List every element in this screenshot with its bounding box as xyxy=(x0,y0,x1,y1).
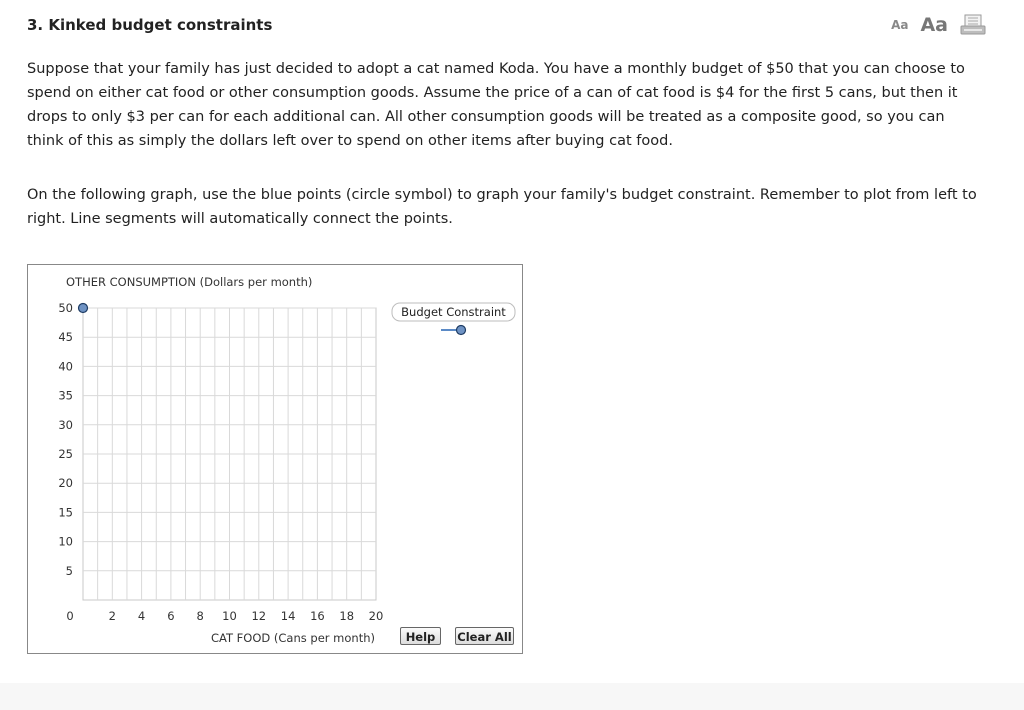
legend-label: Budget Constraint xyxy=(401,305,506,319)
y-tick-label: 50 xyxy=(58,301,73,315)
printer-icon xyxy=(960,14,986,36)
x-axis-title: CAT FOOD (Cans per month) xyxy=(211,631,375,645)
x-tick-label: 0 xyxy=(66,609,74,623)
y-tick-label: 45 xyxy=(58,330,73,345)
legend-point-icon[interactable] xyxy=(457,326,466,335)
x-tick-label: 10 xyxy=(222,609,237,623)
y-tick-label: 25 xyxy=(58,447,73,461)
increase-font-button[interactable]: Aa xyxy=(920,14,948,36)
clear-all-button[interactable]: Clear All xyxy=(455,627,514,645)
y-tick-label: 5 xyxy=(65,563,73,578)
y-tick-label: 10 xyxy=(58,534,73,549)
draggable-point[interactable] xyxy=(79,304,88,313)
x-tick-label: 14 xyxy=(280,609,296,623)
question-paragraph-instructions: On the following graph, use the blue points (circle symbol) to graph your family's budget constraint. Remember to plot from left to right. Line segments will automatically connect the points. xyxy=(27,187,977,227)
page-footer-band xyxy=(0,683,1024,710)
y-tick-label: 40 xyxy=(58,359,73,374)
y-tick-label: 20 xyxy=(58,476,73,491)
y-tick-label: 15 xyxy=(58,505,73,520)
x-tick-label: 18 xyxy=(339,609,355,623)
print-button[interactable] xyxy=(960,14,986,36)
y-tick-label: 35 xyxy=(58,388,73,403)
y-axis-title: OTHER CONSUMPTION (Dollars per month) xyxy=(66,275,313,289)
x-tick-label: 8 xyxy=(196,609,204,623)
y-tick-label: 30 xyxy=(58,417,73,432)
x-tick-label: 2 xyxy=(108,609,116,623)
decrease-font-button[interactable]: Aa xyxy=(891,18,909,32)
x-tick-label: 4 xyxy=(137,609,146,623)
question-paragraph-scenario: Suppose that your family has just decided to adopt a cat named Koda. You have a monthly budget of $50 that you can choose to spend on either cat food or other consumption goods. Assume the price of a can of cat food is $4 for the first 5 cans, but then it drops to only $3 per can for each additional can. All other consumption goods will be treated as a composite good, so you can think of this as simply the dollars left over to spend on other items after buying cat food. xyxy=(27,61,965,149)
x-tick-label: 6 xyxy=(167,609,175,623)
x-tick-label: 20 xyxy=(368,609,384,623)
budget-constraint-chart[interactable] xyxy=(28,265,522,653)
x-tick-label: 16 xyxy=(310,609,325,623)
question-title: 3. Kinked budget constraints xyxy=(27,16,273,34)
graph-tool xyxy=(27,264,523,654)
help-button[interactable]: Help xyxy=(400,627,441,645)
x-tick-label: 12 xyxy=(251,609,267,623)
toolbar xyxy=(891,14,986,36)
